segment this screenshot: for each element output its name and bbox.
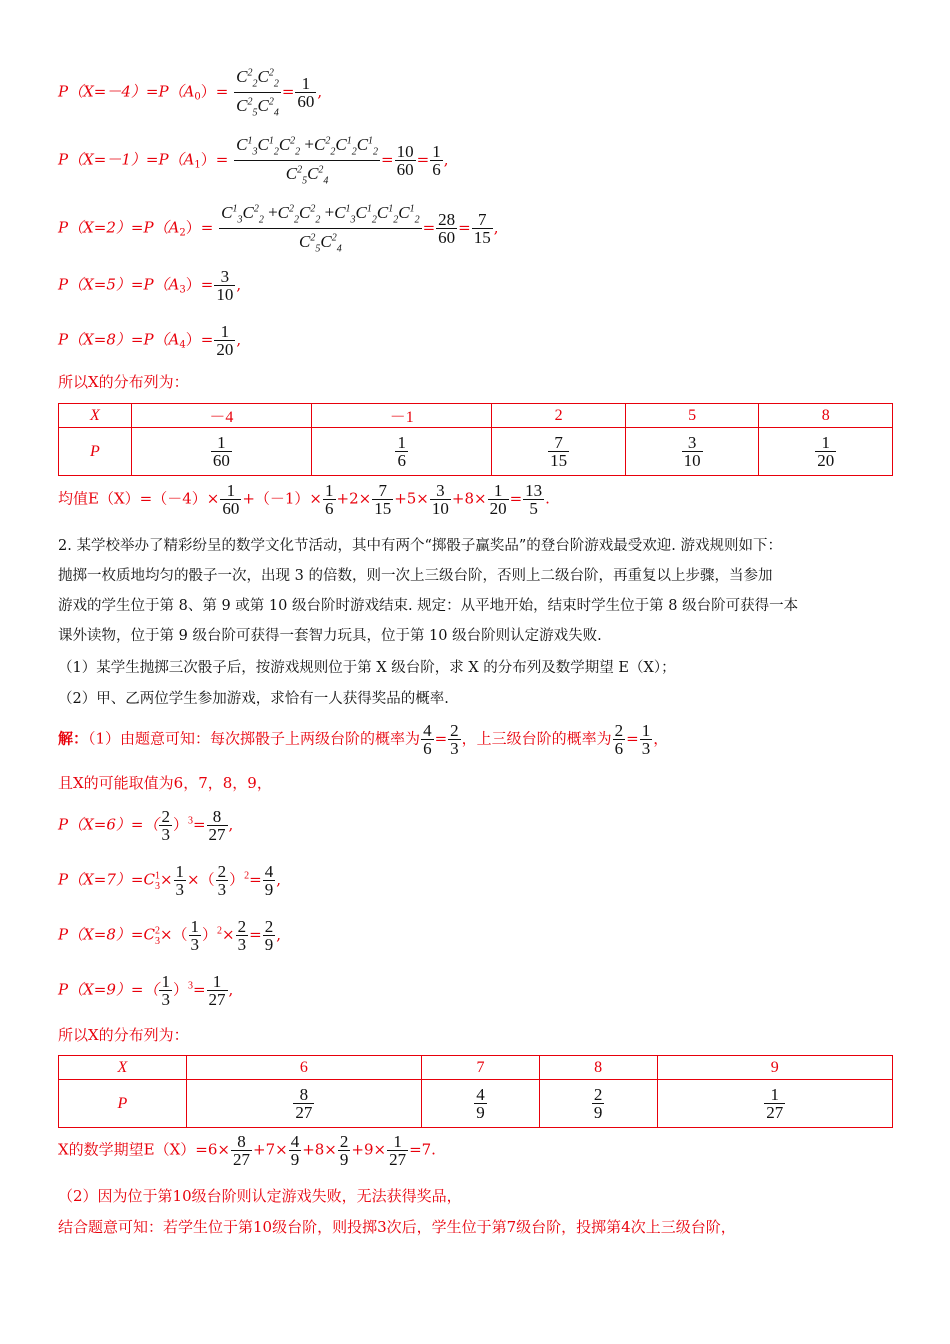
table-cell: $\frac{1}{60}$: [131, 428, 311, 476]
problem2-line4: 课外读物，位于第 9 级台阶可获得一套智力玩具，位于第 10 级台阶则认定游戏失败.: [58, 628, 602, 644]
table-cell: $\frac{1}{20}$: [759, 428, 893, 476]
mid-fraction: $\frac{28}{60}$: [438, 210, 456, 248]
table-row-p: [59, 1080, 893, 1128]
table-cell: $\frac{1}{6}$: [312, 428, 492, 476]
combination-fraction: $\frac{C^1_3C^2_2 +C^2_2C^2_2 +C^1_3C^1_2C^1_2C^1_2}{C^2_5C^2_4}$: [219, 200, 421, 257]
problem2-line2: 抛掷一枚质地均匀的骰子一次，出现 3 的倍数，则一次上三级台阶，否则上二级台阶，再重复以上步骤，当参加: [58, 568, 773, 584]
dist-intro-1: 所以X的分布列为：: [58, 373, 189, 391]
prob-line-x-minus4: $P(X=-4)=P(A_0)=$ $\frac{C^2_2C^2_2}{C^2_5C^2_4}$ = $\frac{1}{60}$ ,: [58, 64, 322, 121]
values-line: 且X的可能取值为6，7，8，9，: [58, 774, 272, 792]
table-cell: $\frac{7}{15}$: [492, 428, 626, 476]
table-cell: －1: [312, 404, 492, 428]
table-cell: $\frac{8}{27}$: [186, 1080, 421, 1128]
result-fraction: $\frac{1}{60}$: [297, 74, 315, 112]
prob-line-x8: $P(X=8)=C^2_3\times$（ $\frac{1}{3}$ ）$^2$× $\frac{2}{3}$ = $\frac{2}{9}$ ,: [58, 917, 281, 954]
table-cell: 6: [186, 1056, 421, 1080]
table-header-x: X: [59, 404, 132, 428]
result-fraction: $\frac{3}{10}$: [216, 267, 234, 304]
problem2-part2: （2）甲、乙两位学生参加游戏，求恰有一人获得奖品的概率.: [58, 691, 449, 707]
table-cell: 9: [657, 1056, 892, 1080]
prob-line-x7: $P(X=7)=C^1_3\times$ $\frac{1}{3}$ ×（ $\frac{2}{3}$ ）$^2$= $\frac{4}{9}$ ,: [58, 862, 281, 899]
table-cell: 2: [492, 404, 626, 428]
solution2-line1: 解：（1）由题意可知：每次掷骰子上两级台阶的概率为 $\frac{4}{6}$ = $\frac{2}{3}$ ，上三级台阶的概率为 $\frac{2}{6}$ = $\frac{1}{3}$ ，: [58, 721, 669, 758]
combination-fraction: $\frac{C^2_2C^2_2}{C^2_5C^2_4}$: [234, 64, 281, 121]
table-cell: $\frac{3}{10}$: [625, 428, 759, 476]
result-fraction: $\frac{1}{20}$: [216, 322, 234, 359]
result-fraction: $\frac{1}{6}$: [432, 142, 441, 180]
table-header-x: X: [59, 1056, 187, 1080]
dist-intro-2: 所以X的分布列为：: [58, 1026, 189, 1044]
prob-line-x-8: $P(X=8)=P(A_4)=$ $\frac{1}{20}$ ,: [58, 322, 242, 359]
mean-line: 均值E（X）=（－4）× $\frac{1}{60}$ +（－1）× $\frac{1}{6}$ +2× $\frac{7}{15}$ +5× $\frac{3}{10}$ +8× $\frac{1}{20}$ = $\frac{13}{5}$ .: [58, 481, 550, 518]
table-row-x: [59, 404, 893, 428]
table-cell: 5: [625, 404, 759, 428]
table-cell: $\frac{2}{9}$: [539, 1080, 657, 1128]
result-fraction: $\frac{7}{15}$: [473, 210, 491, 248]
table-cell: $\frac{4}{9}$: [422, 1080, 540, 1128]
table-cell: －4: [131, 404, 311, 428]
combination-fraction: $\frac{C^1_3C^1_2C^2_2 +C^2_2C^1_2C^1_2}{C^2_5C^2_4}$: [234, 132, 380, 189]
table-cell: $\frac{1}{27}$: [657, 1080, 892, 1128]
problem2-line1: 2. 某学校举办了精彩纷呈的数学文化节活动，其中有两个“掷骰子赢奖品”的登台阶游戏最受欢迎. 游戏规则如下：: [58, 538, 782, 554]
part2-line-b: 结合题意可知：若学生位于第10级台阶，则投掷3次后，学生位于第7级台阶，投掷第4次上三级台阶，: [58, 1218, 736, 1236]
table-row-p: [59, 428, 893, 476]
table-cell: 7: [422, 1056, 540, 1080]
problem2-line3: 游戏的学生位于第 8、第 9 或第 10 级台阶时游戏结束. 规定：从平地开始，结束时学生位于第 8 级台阶可获得一本: [58, 598, 799, 614]
prob-line-x-minus1: $P(X=-1)=P(A_1)=$ $\frac{C^1_3C^1_2C^2_2 +C^2_2C^1_2C^1_2}{C^2_5C^2_4}$ = $\frac{10}{60}$ = $\frac{1}{6}$ ,: [58, 132, 448, 189]
table-cell: 8: [759, 404, 893, 428]
table-header-p: P: [59, 1080, 187, 1128]
problem2-part1: （1）某学生抛掷三次骰子后，按游戏规则位于第 X 级台阶，求 X 的分布列及数学期望 E（X）；: [58, 660, 676, 676]
distribution-table-1: [58, 403, 893, 476]
prob-line-x9: P（X=9）=（ $\frac{1}{3}$ ）$^3$= $\frac{1}{27}$ ,: [58, 972, 234, 1009]
mid-fraction: $\frac{10}{60}$: [396, 142, 414, 180]
prob-line-x-5: $P(X=5)=P(A_3)=$ $\frac{3}{10}$ ,: [58, 267, 242, 304]
prob-line-x-2: $P(X=2)=P(A_2)=$ $\frac{C^1_3C^2_2 +C^2_2C^2_2 +C^1_3C^1_2C^1_2C^1_2}{C^2_5C^2_4}$ = $\frac{28}{60}$ = $\frac{7}{15}$ ,: [58, 200, 499, 257]
expectation-line: X的数学期望E（X）=6× $\frac{8}{27}$ +7× $\frac{4}{9}$ +8× $\frac{2}{9}$ +9× $\frac{1}{27}$ =7.: [58, 1132, 436, 1169]
table-header-p: P: [59, 428, 132, 476]
table-cell: 8: [539, 1056, 657, 1080]
part2-line-a: （2）因为位于第10级台阶则认定游戏失败，无法获得奖品，: [58, 1187, 462, 1205]
prob-line-x6: P（X=6）=（ $\frac{2}{3}$ ）$^3$= $\frac{8}{27}$ ,: [58, 807, 234, 844]
table-row-x: [59, 1056, 893, 1080]
distribution-table-2: [58, 1055, 893, 1128]
